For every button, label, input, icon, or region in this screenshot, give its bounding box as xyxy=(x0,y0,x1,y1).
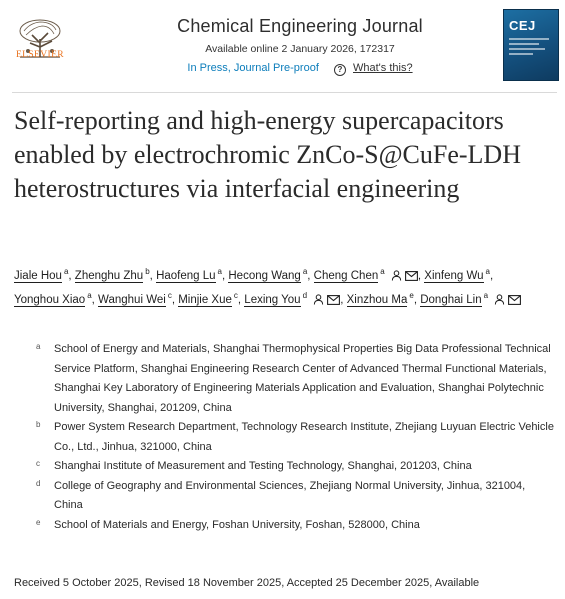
person-icon[interactable] xyxy=(391,270,402,281)
author-name[interactable]: Minjie Xue xyxy=(178,293,232,306)
author-link[interactable] xyxy=(74,267,150,282)
article-title: Self-reporting and high-energy supercapacitors enabled by electrochromic ZnCo-S@CuFe-LDH heterostructures via interfacial engineering xyxy=(14,106,521,203)
affiliation-marker: a xyxy=(63,267,69,276)
author-name[interactable]: Jiale Hou xyxy=(14,269,62,282)
affiliation-label: a xyxy=(36,342,41,351)
affiliation-item xyxy=(36,340,556,418)
author-link[interactable] xyxy=(244,290,340,306)
author-separator: , xyxy=(149,269,157,282)
header-divider xyxy=(12,92,557,93)
author-separator: , xyxy=(340,293,347,306)
author-name[interactable]: Hecong Wang xyxy=(228,269,301,282)
author-name[interactable]: Xinzhou Ma xyxy=(346,293,408,306)
affiliation-item xyxy=(36,477,556,516)
author-link[interactable] xyxy=(228,267,308,282)
author-link[interactable] xyxy=(14,290,92,306)
author-name[interactable]: Xinfeng Wu xyxy=(424,269,484,282)
affiliation-label: e xyxy=(36,517,41,527)
cover-decoration xyxy=(509,38,553,58)
author-separator: , xyxy=(171,293,179,306)
affiliation-label: d xyxy=(36,478,41,488)
author-link[interactable] xyxy=(98,290,172,306)
author-name[interactable]: Yonghou Xiao xyxy=(14,293,86,306)
affiliation-marker: a xyxy=(302,267,308,276)
affiliation-marker: e xyxy=(409,290,414,300)
affiliation-marker: c xyxy=(233,290,238,300)
affiliation-marker: a xyxy=(380,267,385,276)
author-link[interactable] xyxy=(346,290,414,306)
status-line xyxy=(150,62,450,76)
affiliation-marker: a xyxy=(485,267,490,276)
affiliation-label: b xyxy=(36,420,41,429)
envelope-icon[interactable] xyxy=(327,295,340,305)
affiliation-text: College of Geography and Environmental Sciences, Zhejiang Normal University, Jinhua, 321004, China xyxy=(54,479,526,511)
author-link[interactable] xyxy=(424,267,490,282)
affiliation-text: Shanghai Institute of Measurement and Testing Technology, Shanghai, 201203, China xyxy=(54,460,472,472)
whats-this-link[interactable]: What's this? xyxy=(353,62,413,74)
question-circle-icon[interactable]: ? xyxy=(334,64,346,76)
author-name[interactable]: Donghai Lin xyxy=(420,293,482,306)
affiliation-text: School of Energy and Materials, Shanghai Thermophysical Properties Big Data Professional Technical Service Platform, Shanghai Engineering Research Center of Advanced Thermal Functional Materials, Shanghai Key Laboratory of Engineering Materials Application and Evaluation, Shanghai Polytechnic University, Shanghai, 201209, China xyxy=(54,343,551,414)
journal-title-link[interactable]: Chemical Engineering Journal xyxy=(177,16,423,36)
affiliation-marker: b xyxy=(145,267,150,276)
author-name[interactable]: Cheng Chen xyxy=(313,269,379,282)
affiliation-label: c xyxy=(36,459,40,468)
in-press-link[interactable]: In Press, Journal Pre-proof xyxy=(187,62,319,74)
affiliation-text: School of Materials and Energy, Foshan University, Foshan, 528000, China xyxy=(54,518,420,531)
journal-cover-image[interactable] xyxy=(503,9,559,81)
author-link[interactable] xyxy=(420,290,521,306)
envelope-icon[interactable] xyxy=(508,295,521,305)
author-name[interactable]: Lexing You xyxy=(244,293,301,306)
affiliation-item xyxy=(36,516,556,536)
affiliation-marker: c xyxy=(167,290,172,300)
affiliation-text: Power System Research Department, Technology Research Institute, Zhejiang Luyuan Electric Vehicle Co., Ltd., Jinhua, 321000, China xyxy=(54,421,554,453)
publisher-name: ELSEVIER xyxy=(15,50,65,60)
author-link[interactable] xyxy=(14,267,69,282)
journal-header xyxy=(0,0,565,90)
affiliation-item xyxy=(36,457,556,477)
author-link[interactable] xyxy=(156,267,222,282)
author-separator: , xyxy=(91,293,99,306)
author-name[interactable]: Haofeng Lu xyxy=(156,269,216,282)
envelope-icon[interactable] xyxy=(405,271,418,281)
author-separator: , xyxy=(221,269,229,282)
affiliation-item xyxy=(36,418,556,457)
author-name[interactable]: Zhenghu Zhu xyxy=(74,269,144,282)
author-separator: , xyxy=(68,269,75,282)
affiliation-marker: a xyxy=(483,290,489,300)
article-history-dates: Received 5 October 2025, Revised 18 November 2025, Accepted 25 December 2025, Available xyxy=(14,577,480,589)
author-separator: , xyxy=(413,293,421,306)
affiliation-marker: a xyxy=(217,267,222,276)
elsevier-tree-logo[interactable] xyxy=(12,8,68,70)
author-separator: , xyxy=(490,269,494,282)
author-separator: , xyxy=(307,269,314,282)
author-separator: , xyxy=(237,293,245,306)
author-name[interactable]: Wanghui Wei xyxy=(98,293,166,306)
author-link[interactable] xyxy=(178,290,238,306)
author-separator: , xyxy=(417,269,425,282)
person-icon[interactable] xyxy=(313,294,324,305)
author-list xyxy=(14,262,559,310)
affiliation-marker: a xyxy=(87,290,92,300)
available-online-date: Available online 2 January 2026, 172317 xyxy=(205,43,395,55)
cover-abbreviation: CEJ xyxy=(509,18,536,33)
affiliation-marker: d xyxy=(302,290,308,300)
affiliation-list xyxy=(36,340,556,535)
person-icon[interactable] xyxy=(494,294,505,305)
author-link[interactable] xyxy=(313,267,418,282)
